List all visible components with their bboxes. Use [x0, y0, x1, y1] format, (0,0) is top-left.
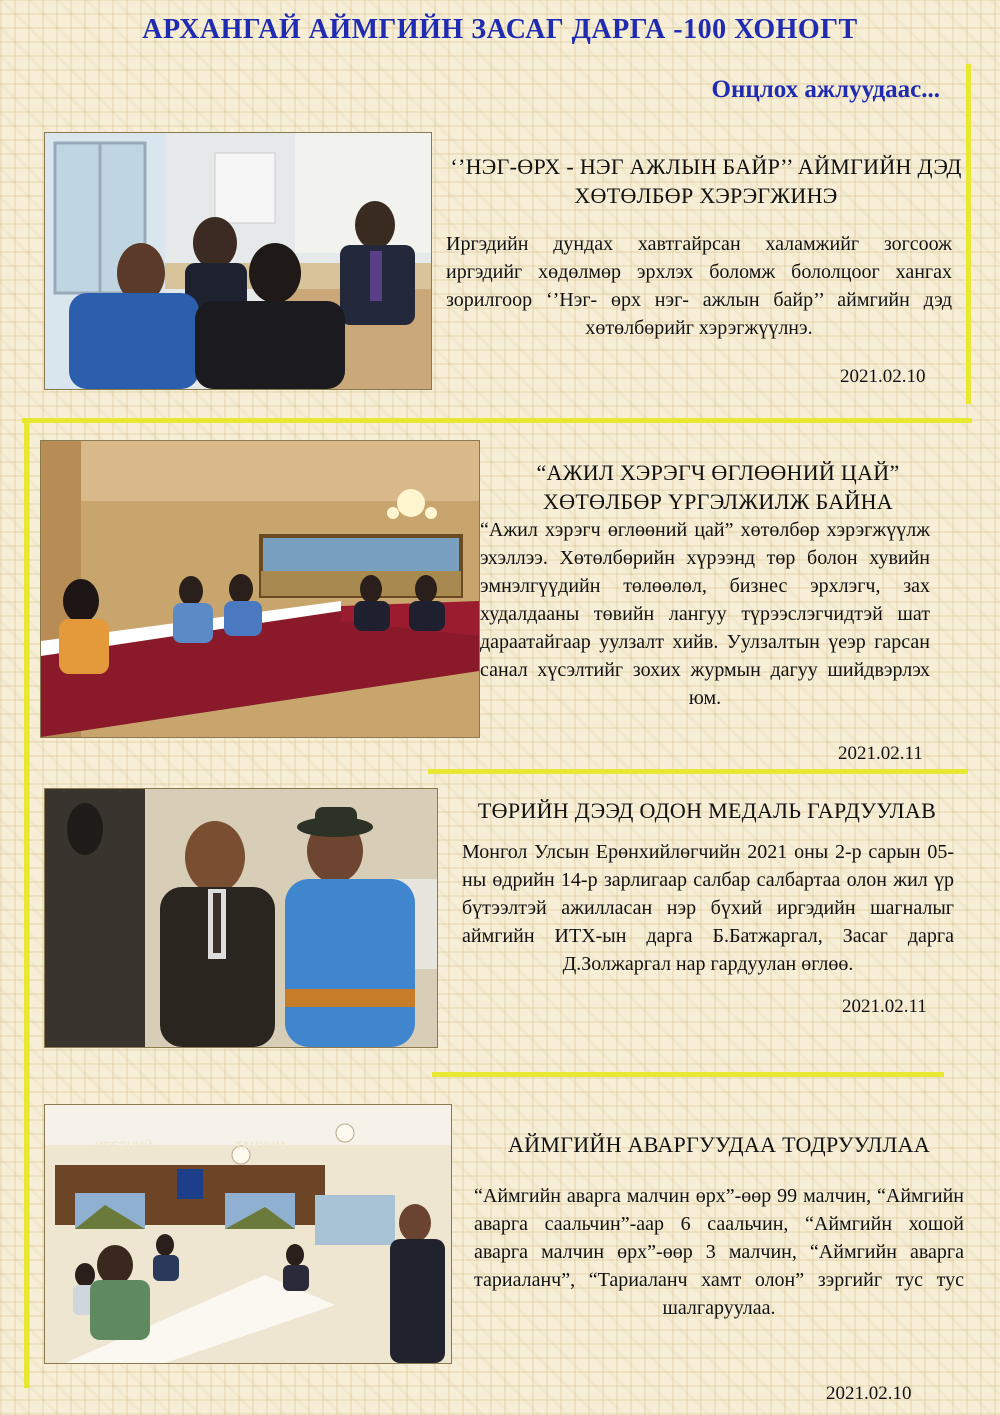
article-body: “Ажил хэрэгч өглөөний цай” хөтөлбөр хэрэгжүүлж эхэллээ. Хөтөлбөрийн хүрээнд төр болон хувийн эмнэлгүүдийн төлөөлөл, бизнес эрхлэгч, зах худалдааны төвийн лангуу түрээслэгчидтэй шат дараатайгаар уулзалт хийв. Уулзалтын үеэр гарсан санал хүсэлтийг зохих журмын дагуу шийдвэрлэх юм. — [480, 519, 930, 709]
divider-line-1 — [22, 418, 972, 423]
article-heading: ‘’НЭГ-ӨРХ - НЭГ АЖЛЫН БАЙР’’ АЙМГИЙН ДЭД ХӨТӨЛБӨР ХЭРЭГЖИНЭ — [450, 154, 962, 208]
hall-sign-right: ТАНХИМ — [235, 1139, 286, 1153]
article-body: Иргэдийн дундах хавтгайрсан халамжийг зогсоож иргэдийг хөдөлмөр эрхлэх боломж бололцоог хангах зорилгоор ‘’Нэг- өрх нэг- ажлын байр’’ аймгийн дэд хөтөлбөрийг хэрэгжүүлнэ. — [446, 233, 952, 339]
article-photo-champions-meeting — [44, 1104, 452, 1364]
article-date: 2021.02.10 — [840, 366, 926, 387]
frame-line-left — [24, 418, 29, 1388]
article-photo-medal-ceremony — [44, 788, 438, 1048]
divider-line-3 — [432, 1072, 944, 1077]
frame-line-right — [966, 64, 971, 404]
article-photo-job-program — [44, 132, 432, 390]
article-heading: АЙМГИЙН АВАРГУУДАА ТОДРУУЛЛАА — [507, 1132, 931, 1157]
article-date: 2021.02.10 — [826, 1383, 912, 1404]
page-title: АРХАНГАЙ АЙМГИЙН ЗАСАГ ДАРГА -100 ХОНОГТ — [142, 14, 858, 45]
article-heading: “АЖИЛ ХЭРЭГЧ ӨГЛӨӨНИЙ ЦАЙ” ХӨТӨЛБӨР ҮРГЭЛЖИЛЖ БАЙНА — [536, 460, 900, 514]
article-date: 2021.02.11 — [838, 743, 923, 764]
article-photo-breakfast-meeting — [40, 440, 480, 738]
article-body: Монгол Улсын Ерөнхийлөгчийн 2021 оны 2-р сарын 05-ны өдрийн 14-р зарлигаар салбар салбартаа олон жил үр бүтээлтэй ажилласан нэр бүхий иргэдийн шагналыг аймгийн ИТХ-ын дарга Б.Батжаргал, Засаг дарга Д.Золжаргал нар гардуулан өглөө. — [462, 841, 954, 975]
article-body: “Аймгийн аварга малчин өрх”-өөр 99 малчин, “Аймгийн аварга саальчин”-аар 6 саальчин, “Аймгийн хошой аварга малчин өрх”-өөр 3 малчин, “Аймгийн аварга тариаланч”, “Тариаланч хамт олон” зэргийг тус тус шалгаруулаа. — [474, 1185, 964, 1319]
divider-line-2 — [428, 769, 968, 774]
page-subtitle: Онцлох ажлуудаас... — [711, 76, 940, 103]
article-heading: ТӨРИЙН ДЭЭД ОДОН МЕДАЛЬ ГАРДУУЛАВ — [477, 798, 937, 823]
hall-sign-left: ИРГЭНИЙ — [95, 1139, 153, 1153]
article-date: 2021.02.11 — [842, 996, 927, 1017]
